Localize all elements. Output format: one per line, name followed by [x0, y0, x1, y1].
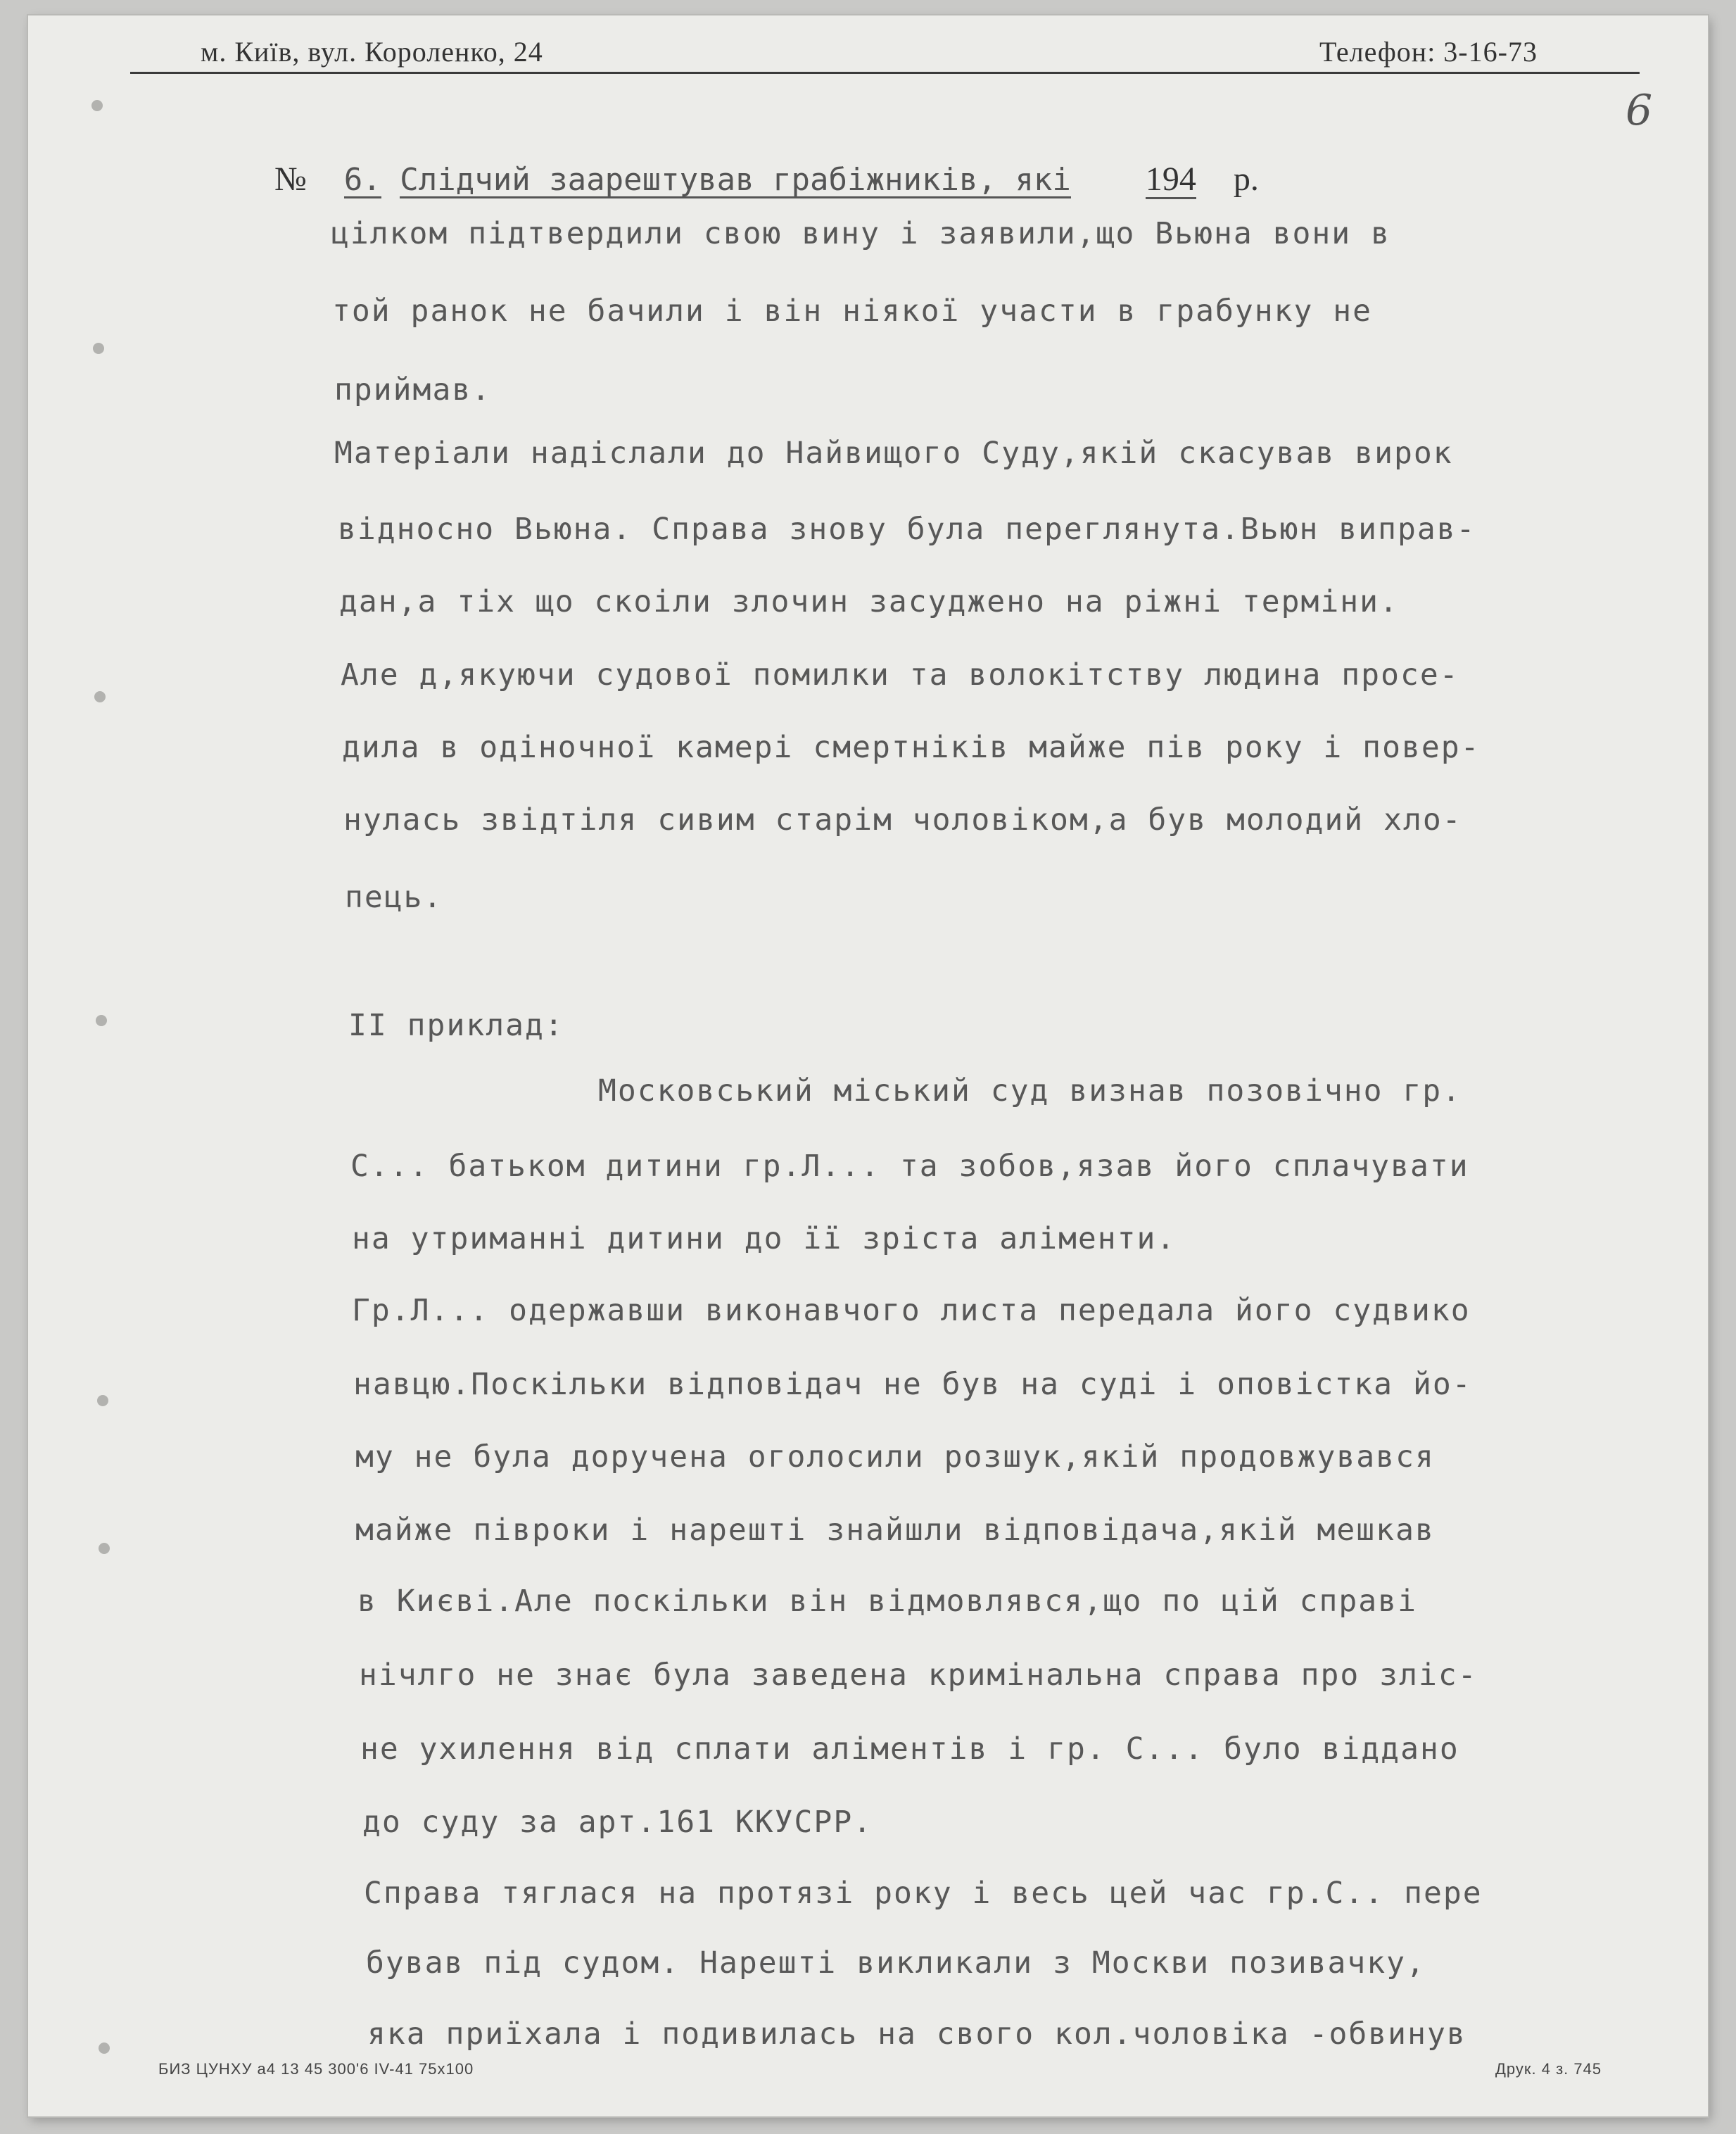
body-line: яка приїхала і подивилась на свого кол.чоловіка -обвинув: [367, 2016, 1466, 2052]
body-line: нічлго не знає була заведена кримінальна справа про зліс-: [359, 1658, 1478, 1693]
binding-hole: [99, 1543, 110, 1554]
page-number: 6: [1626, 86, 1653, 135]
body-line: не ухилення від сплати аліментів і гр. С... було віддано: [360, 1731, 1459, 1767]
binding-hole: [93, 343, 104, 354]
document-number: 6.: [343, 162, 381, 198]
year-suffix: р.: [1233, 160, 1259, 198]
body-line: дан,а тіх що скоіли злочин засуджено на ріжні терміни.: [339, 584, 1399, 619]
body-line: дила в одіночної камері смертніків майже пів року і повер-: [342, 730, 1481, 765]
header-address: м. Київ, вул. Короленко, 24: [201, 36, 543, 68]
body-line: відносно Вьюна. Справа знову була переглянута.Вьюн виправ-: [338, 512, 1476, 547]
section-heading: II приклад:: [348, 1008, 564, 1043]
binding-hole: [91, 100, 103, 111]
header-rule: [130, 72, 1640, 74]
footer-print-code: Друк. 4 з. 745: [1495, 2060, 1602, 2078]
document-page: [28, 15, 1708, 2116]
binding-hole: [96, 1015, 107, 1026]
year-prefix: 194: [1146, 162, 1196, 199]
body-line: Але д,якуючи судової помилки та волокітству людина просе-: [341, 657, 1459, 693]
body-line: приймав.: [334, 372, 492, 408]
body-line: Московський міський суд визнав позовічно гр.: [598, 1073, 1462, 1109]
body-line: Гр.Л... одержавши виконавчого листа передала його судвико: [352, 1293, 1471, 1328]
body-line: пець.: [345, 880, 443, 915]
binding-hole: [97, 1395, 108, 1406]
body-line: в Києві.Але поскільки він відмовлявся,що по цій справі: [357, 1584, 1417, 1619]
body-line: С... батьком дитини гр.Л... та зобов,язав його сплачувати: [350, 1149, 1469, 1184]
body-line: Матеріали надіслали до Найвищого Суду,якій скасував вирок: [334, 436, 1453, 471]
body-line: майже півроки і нарешті знайшли відповідача,якій мешкав: [355, 1513, 1435, 1548]
binding-hole: [94, 691, 106, 702]
body-line: до суду за арт.161 ККУСРР.: [362, 1805, 873, 1840]
document-number-line: [274, 160, 1259, 199]
binding-hole: [99, 2043, 110, 2054]
body-line: на утриманні дитини до її зріста аліменти.: [352, 1221, 1177, 1256]
header-phone: Телефон: 3-16-73: [1319, 36, 1538, 68]
body-line: Справа тяглася на протязі року і весь цей час гр.С.. пере: [364, 1876, 1483, 1911]
footer-print-info: БИЗ ЦУНХУ a4 13 45 300'6 IV-41 75x100: [158, 2060, 474, 2078]
body-line: му не була доручена оголосили розшук,якій продовжувався: [355, 1439, 1435, 1475]
body-line: той ранок не бачили і він ніякої участи в грабунку не: [332, 293, 1373, 329]
body-line: навцю.Поскільки відповідач не був на суді і оповістка йо-: [353, 1367, 1472, 1402]
number-sign: №: [274, 160, 307, 198]
body-line: бував під судом. Нарешті викликали з Москви позивачку,: [366, 1945, 1426, 1981]
body-line: цілком підтвердили свою вину і заявили,що Вьюна вони в: [331, 216, 1390, 251]
body-line: нулась звідтіля сивим старім чоловіком,а був молодий хло-: [343, 802, 1462, 838]
document-title: Слідчий заарештував грабіжників, які: [400, 162, 1071, 198]
